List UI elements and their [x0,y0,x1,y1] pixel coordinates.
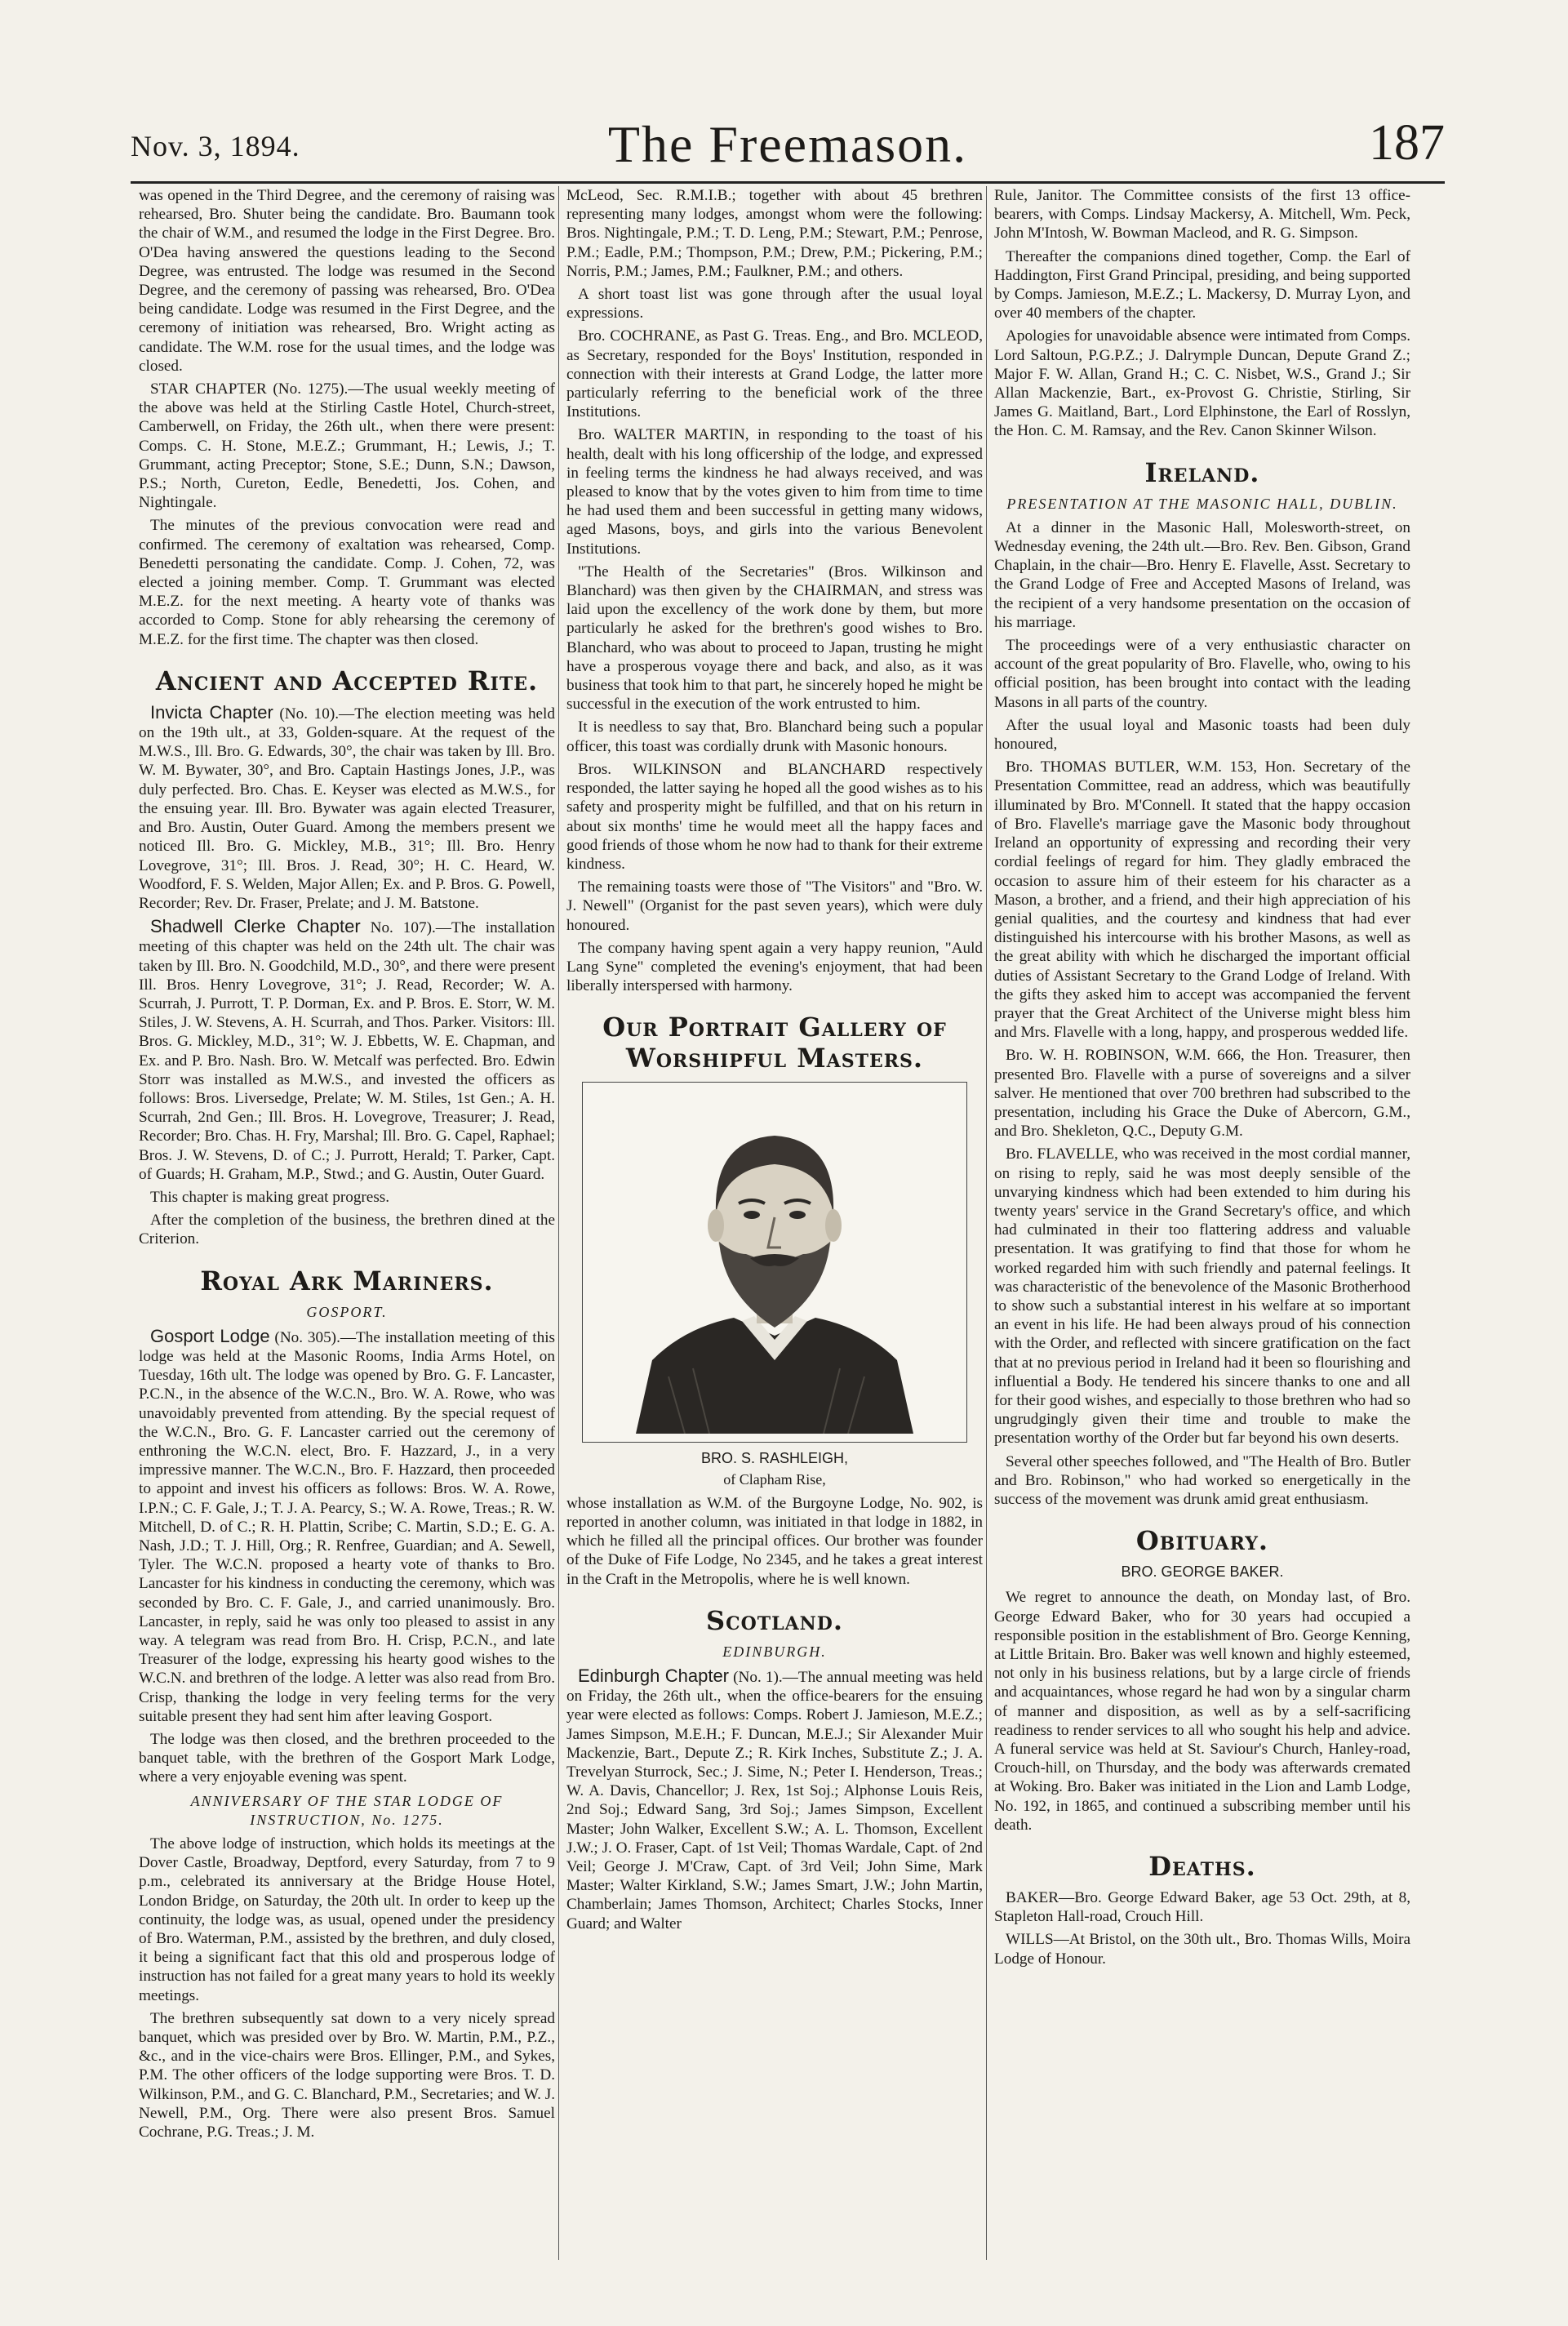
paragraph: Apologies for unavoidable absence were intimated from Comps. Lord Saltoun, P.G.P.Z.; J. Dalrymple Duncan, Depute Grand Z.; Major F. W. Allan, Grand H.; C. C. Nisbet, W.S., Grand J.; Sir Allan Mackenzie, Bart., ex-Provost G. Christie, Stirling, Sir James G. Maitland, Bart., Lord Elphinstone, the Earl of Rosslyn, the Hon. C. M. Ramsay, and the Rev. Canon Skinner Wilson. [994,327,1410,440]
paragraph: Bro. WALTER MARTIN, in responding to the toast of his health, dealt with his long officership of the lodge, and expressed in feeling terms the kindness he had always received, and was pleased to know that by the votes given to him from time to time he had used them and been successful in getting many widows, aged Masons, boys, and girls into the various Benevolent Institutions. [566,426,983,558]
paragraph: Bro. COCHRANE, as Past G. Treas. Eng., and Bro. MCLEOD, as Secretary, responded for the Boys' Institution, responded in connection with their interests at Grand Lodge, the latter more particularly referring to the beneficial work of the three Institutions. [566,327,983,421]
page-number: 187 [1369,115,1445,171]
ireland-subheading: PRESENTATION AT THE MASONIC HALL, DUBLIN. [1006,495,1398,512]
death-notice: BAKER—Bro. George Edward Baker, age 53 Oct. 29th, at 8, Stapleton Hall-road, Crouch Hill. [994,1889,1410,1926]
chapter-report: No. 107).—The installation meeting of this chapter was held on the 24th ult. The chair was taken by Ill. Bro. N. Goodchild, M.D., 30°, and there were present Ill. Bros. Henry Lovegrove, 31°; J. Read, Recorder; W. A. Scurrah, J. Purrott, T. P. Dorman, Ex. and P. Bros. E. Storr, W. M. Stiles, J. W. Stevens, A. H. Scurrah, and Thos. Parker. Visitors: Ill. Bros. G. Mickley, M.D., 31°; W. J. Ebbetts, W. E. Chapman, and Ex. and P. Bro. Nash. Bro. W. Metcalf was perfected. Bro. Edwin Storr was installed as M.W.S., and invested the officers as follows: Bros. Liversedge, Prelate; W. M. Stiles, 1st Gen.; A. H. Scurrah, 2nd Gen.; Ill. Bros. H. Lovegrove, Treasurer; J. Read, Recorder; Bro. Chas. H. Fry, Marshal; Ill. Bro. G. Capel, Raphael; Bros. J. W. Stevens, D. of C.; J. Purrott, Herald; T. Parker, Capt. of Guards; H. Graham, M.P., Stwd.; and G. Austin, Outer Guard. [139,919,556,1183]
lodge-report: (No. 305).—The installation meeting of this lodge was held at the Masonic Rooms, India Arms Hotel, on Tuesday, 16th ult. The lodge was opened by Bro. G. F. Lancaster, P.C.N., in the absence of the W.C.N., Bro. W. A. Rowe, who was unavoidably prevented from attending. By the special request of the W.C.N., Bro. G. F. Lancaster carried out the ceremony of enthroning the W.C.N. elect, Bro. F. Hazzard, J., in a very impressive manner. The W.C.N., Bro. F. Hazzard, then proceeded to appoint and invest his officers as follows: Bros. W. A. Rowe, I.P.N.; C. F. Gale, J.; T. J. A. Pearcy, S.; W. A. Rowe, Treas.; R. W. Mitchell, D. of C.; R. H. Plattin, Scribe; C. Martin, S.D.; E. G. A. Nash, J.D.; T. J. Hill, Org.; R. Renfree, Guardian; and A. Sewell, Tyler. The W.C.N. proposed a hearty vote of thanks to Bro. Lancaster for his kindness in conducting the ceremony, which was seconded by Bro. C. F. Gale, J., and carried unanimously. Bro. Lancaster, in reply, said he was only too pleased to assist in any way. A telegram was read from Bro. H. Crisp, P.C.N., and late Treasurer of the lodge, expressing his hearty good wishes to the W.C.N. and brethren of the lodge. A letter was also read from Bro. Crisp, thanking the lodge in very feeling terms for the very suitable present they had sent him after leaving Gosport. [139,1328,556,1725]
paragraph: A short toast list was gone through after the usual loyal expressions. [566,286,983,322]
paragraph: whose installation as W.M. of the Burgoyne Lodge, No. 902, is reported in another column, was initiated in that lodge in 1882, in which he filled all the principal offices. Our brother was founder of the Duke of Fife Lodge, No 2345, and he takes a great interest in the Craft in the Metropolis, where he is well known. [566,1494,983,1588]
column-2 [566,186,983,1937]
paragraph: The above lodge of instruction, which holds its meetings at the Dover Castle, Broadway, Deptford, every Saturday, from 7 to 9 p.m., celebrated its anniversary at the Bridge House Hotel, London Bridge, on Saturday, the 20th ult. In order to keep up the continuity, the lodge was, as usual, opened under the presidency of Bro. Waterman, P.M., assisted by the brethren, and duly closed, it being a significant fact that this old and prosperous lodge of instruction has not failed for a great many years to hold its weekly meetings. [139,1835,555,2004]
chapter-name: Invicta Chapter [150,701,273,723]
chapter-name: Edinburgh Chapter [578,1665,730,1686]
paragraph: was opened in the Third Degree, and the ceremony of raising was rehearsed, Bro. Shuter being the candidate. Bro. Baumann took the chair of W.M., and resumed the lodge in the First Degree. Bro. O'Dea having answered the questions leading to the Second Degree, was entrusted. The lodge was resumed in the Second Degree, and the ceremony of passing was rehearsed, Bro. O'Dea being candidate. Lodge was resumed in the First Degree, and the ceremony of initiation was rehearsed, Bro. Wright acting as candidate. The W.M. rose for the usual times, and the lodge was closed. [139,187,555,375]
paragraph: The company having spent again a very happy reunion, "Auld Lang Syne" completed the evening's enjoyment, that had been liberally interspersed with harmony. [566,939,983,995]
paragraph: We regret to announce the death, on Monday last, of Bro. George Edward Baker, who for 30 years had occupied a responsible position in the establishment of Bro. George Kenning, at Little Britain. Bro. Baker was well known and highly esteemed, not only in his business relations, but by a large circle of friends and acquaintances, whose regard he had won by a singular charm of manner and disposition, as well as by a self-sacrificing readiness to render services to all who sought his help and advice. A funeral service was held at St. Saviour's Church, Hanley-road, Crouch-hill, on Thursday, and the body was afterwards cremated at Woking. Bro. Baker was initiated in the Lion and Lamb Lodge, No. 192, in 1865, and continued a subscribing member until his death. [994,1589,1410,1834]
chapter-report: (No. 10).—The election meeting was held on the 19th ult., at 33, Golden-square. At the request of the M.W.S., Ill. Bro. G. Edwards, 30°, the chair was taken by Ill. Bro. W. M. Bywater, 30°, and Bro. Captain Hastings Jones, J.P., was duly perfected. Bro. Chas. E. Keyser was elected as M.W.S., for the ensuing year. Ill. Bro. Bywater was again elected Treasurer, and Bro. Austin, Outer Guard. Among the members present we noticed Ill. Bro. G. Mickley, M.B., 31°; Ill. Bro. Henry Lovegrove, 31°; Ill. Bros. J. Read, 30°; H. C. Heard, W. Woodford, F. S. Welden, Major Allen; Ex. and P. Bros. G. Powell, Recorder; Rev. Dr. Fraser, Prelate; and J. M. Batstone. [139,705,555,912]
paragraph: After the usual loyal and Masonic toasts had been duly honoured, [994,716,1410,754]
issue-date: Nov. 3, 1894. [131,130,300,162]
chapter-report: (No. 1).—The annual meeting was held on Friday, the 26th ult., when the office-bearers for the ensuing year were elected as follows: Comps. Robert J. Jamieson, M.E.Z.; James Simpson, M.E.H.; F. Duncan, M.E.J.; Sir Alexander Muir Mackenzie, Bart., Depute Z.; R. Kirk Inches, Substitute Z.; J. A. Trevelyan Sturrock, Sec.; J. Sime, N.; Peter I. Henderson, Treas.; W. A. Davis, Chancellor; J. Rex, 1st Soj.; Alphonse Louis Reis, 2nd Soj.; Edward Sang, 3rd Soj.; James Simpson, Excellent Master; John Walker, Excellent S.W.; A. L. Thomson, Excellent J.W.; J. O. Fraser, Capt. of 1st Veil; Thomas Wardale, Capt. of 2nd Veil; George J. M'Craw, Capt. of 3rd Veil; John Sime, Mark Master; Walter Kirkland, S.W.; James Smart, J.W.; John Martin, Chamberlain; James Thomson, Architect; Charles Stocks, Inner Guard; and Walter [566,1668,983,1932]
paragraph: Bro. THOMAS BUTLER, W.M. 153, Hon. Secretary of the Presentation Committee, read an address, which was beautifully illuminated by Bro. M'Connell. It stated that the happy occasion of Bro. Flavelle's marriage gave the Masonic body throughout Ireland an opportunity of expressing and recording their very cordial feelings of regard for him. They gladly embraced the occasion to assure him of their esteem for his character as a Mason, a brother, and a friend, and their high appreciation of his genial qualities, and the courtesy and kindness that had ever distinguished his intercourse with his brother Masons, as well as the great ability with which he discharged the important official duties of Assistant Secretary to the Grand Lodge of Ireland. With the gifts they asked him to accept was accompanied the fervent prayer that the Great Architect of the Universe might bless him and Mrs. Flavelle with a long, happy, and prosperous wedded life. [994,758,1410,1042]
paragraph: The lodge was then closed, and the brethren proceeded to the banquet table, with the brethren of the Gosport Mark Lodge, where a very enjoyable evening was spent. [139,1731,555,1786]
column-divider [558,186,559,2260]
paragraph: Bro. FLAVELLE, who was received in the most cordial manner, on rising to reply, said he was most deeply sensible of the unvarying kindness which had been extended to him during his twenty years' service in the Grand Secretary's office, and which had culminated in their too flattering address and valuable presentation. It was gratifying to find that those for whom he worked regarded him with such friendly and paternal feelings. It was characteristic of the benevolence of the Masonic Brotherhood to show such a substantial interest in his welfare at so important an event in his life. He had been always proud of his connection with the Order, and reflected with sincere gratification on the fact that at no previous period in Ireland had it been so flourishing and influential a Body. He tendered his sincere thanks to one and all for their good wishes, and especially to those brethren who had so ungrudgingly given their time and trouble to make the presentation worthy of the Order but far beyond his own deserts. [994,1145,1410,1448]
death-notice: WILLS—At Bristol, on the 30th ult., Bro. Thomas Wills, Moira Lodge of Honour. [994,1931,1410,1968]
section-heading-ancient-accepted-rite: Ancient and Accepted Rite. [155,665,539,696]
masthead-rule [131,181,1445,184]
column-3 [994,186,1410,1972]
paragraph: Rule, Janitor. The Committee consists of the first 13 office-bearers, with Comps. Lindsay Mackersy, A. Mitchell, Wm. Peck, John M'Intosh, W. Bowman Macleod, and R. G. Simpson. [994,187,1410,242]
paragraph: The brethren subsequently sat down to a very nicely spread banquet, which was presided over by Bro. W. Martin, P.M., P.Z., &c., and in the vice-chairs were Bros. Ellinger, P.M., and Sykes, P.M. The other officers of the lodge supporting were Bros. T. D. Wilkinson, P.M., and G. C. Blanchard, P.M., Secretaries; and W. J. Newell, P.M., Org. There were also present Bros. Samuel Cochrane, P.G. Treas.; J. M. [139,2009,555,2141]
chapter-name: Shadwell Clerke Chapter [150,916,361,937]
anniversary-subheading: ANNIVERSARY OF THE STAR LODGE OF INSTRUCTION, No. 1275. [190,1792,504,1828]
column-1 [139,186,555,2146]
place-subheading: GOSPORT. [306,1303,388,1320]
portrait-caption-name: BRO. S. RASHLEIGH, [700,1450,849,1467]
section-heading-deaths: Deaths. [1148,1851,1256,1883]
obituary-name: BRO. GEORGE BAKER. [1121,1563,1284,1581]
portrait-engraving [620,1091,930,1434]
paragraph [139,703,555,913]
section-heading-ireland: Ireland. [1144,456,1260,488]
paragraph [566,1666,983,1933]
paragraph: STAR CHAPTER (No. 1275).—The usual weekly meeting of the above was held at the Stirling Castle Hotel, Church-street, Camberwell, on Friday, the 26th ult., when there were present: Comps. C. H. Stone, M.E.Z.; Grummant, H.; Lewis, J.; T. Grummant, acting Preceptor; Stone, S.E.; Dunn, S.N.; Dawson, P.S.; North, Cureton, Eedle, Benedetti, Jos. Cohen, and Nightingale. [139,380,555,512]
place-subheading: EDINBURGH. [722,1643,827,1660]
section-heading-scotland: Scotland. [705,1604,844,1636]
paragraph: Several other speeches followed, and "The Health of Bro. Butler and Bro. Robinson," who had worked so energetically in the success of the movement was drunk amid great enthusiasm. [994,1452,1410,1508]
paragraph: Bro. W. H. ROBINSON, W.M. 666, the Hon. Treasurer, then presented Bro. Flavelle with a purse of sovereigns and a silver salver. He mentioned that over 700 brethren had subscribed to the presentation, including his Grace the Duke of Abercorn, G.M., and Bro. Shekleton, Q.C., Deputy G.M. [994,1047,1410,1141]
portrait-caption-place: of Clapham Rise, [723,1470,826,1488]
paragraph: After the completion of the business, the brethren dined at the Criterion. [139,1212,555,1248]
paragraph: The remaining toasts were those of "The Visitors" and "Bro. W. J. Newell" (Organist for the past seven years), which were duly honoured. [566,878,983,934]
paragraph [139,917,555,1184]
paragraph: McLeod, Sec. R.M.I.B.; together with about 45 brethren representing many lodges, amongst whom were the following: Bros. Nightingale, P.M.; T. D. Leng, P.M.; Stewart, P.M.; Penrose, P.M.; Eadle, P.M.; Thompson, P.M.; Drew, P.M.; Pickering, P.M.; Norris, P.M.; James, P.M.; Faulkner, P.M.; and others. [566,187,983,280]
paragraph: "The Health of the Secretaries" (Bros. Wilkinson and Blanchard) was then given by the CHAIRMAN, and stress was laid upon the excellency of the work done by them, but more particularly he asked for the brethren's good wishes to Bro. Blanchard, who was about to proceed to Japan, trusting he might have a prosperous voyage there and back, and also, as it was business that took him to that part, he sincerely hoped he might be successful in the execution of the work entrusted to him. [566,563,983,714]
lodge-name: Gosport Lodge [150,1325,270,1346]
masthead [131,106,1445,180]
paragraph: The proceedings were of a very enthusiastic character on account of the great popularity of Bro. Flavelle, who, owing to his official position, has been brought into contact with the leading Masons in all parts of the country. [994,637,1410,711]
paragraph: Bros. WILKINSON and BLANCHARD respectively responded, the latter saying he hoped all the good wishes as to his safety and prosperity might be fulfilled, and that on his return in about six months' time he would meet all the happy faces and good friends of those whom he now had to thank for their extreme kindness. [566,760,983,873]
paragraph [139,1327,555,1726]
paragraph: The minutes of the previous convocation were read and confirmed. The ceremony of exaltation was rehearsed, Comp. Benedetti personating the candidate. Comp. J. Cohen, 72, was elected a joining member. Comp. T. Grummant was elected M.E.Z. for the next meeting. A hearty vote of thanks was accorded to Comp. Stone for ably rehearsing the ceremony of M.E.Z. for the first time. The chapter was then closed. [139,517,555,648]
paragraph: At a dinner in the Masonic Hall, Molesworth-street, on Wednesday evening, the 24th ult.—Bro. Rev. Ben. Gibson, Grand Chaplain, in the chair—Bro. Henry E. Flavelle, Asst. Secretary to the Grand Lodge of Free and Accepted Masons of Ireland, was the recipient of a very handsome presentation on the occasion of his marriage. [994,518,1410,631]
paragraph: This chapter is making great progress. [150,1188,390,1206]
paragraph: Thereafter the companions dined together, Comp. the Earl of Haddington, First Grand Principal, presiding, and being supported by Comps. Jamieson, M.E.Z.; L. Mackersy, D. Murray Lyon, and over 40 members of the chapter. [994,247,1410,322]
column-divider [986,186,987,2260]
section-heading-obituary: Obituary. [1135,1525,1269,1557]
portrait-frame [582,1082,967,1443]
section-heading-royal-ark-mariners: Royal Ark Mariners. [200,1265,494,1296]
paragraph: It is needless to say that, Bro. Blanchard being such a popular officer, this toast was cordially drunk with Masonic honours. [566,718,983,755]
newspaper-title: The Freemason. [607,115,968,173]
section-heading-portrait-gallery: Our Portrait Gallery of Worshipful Masters. [602,1012,947,1074]
